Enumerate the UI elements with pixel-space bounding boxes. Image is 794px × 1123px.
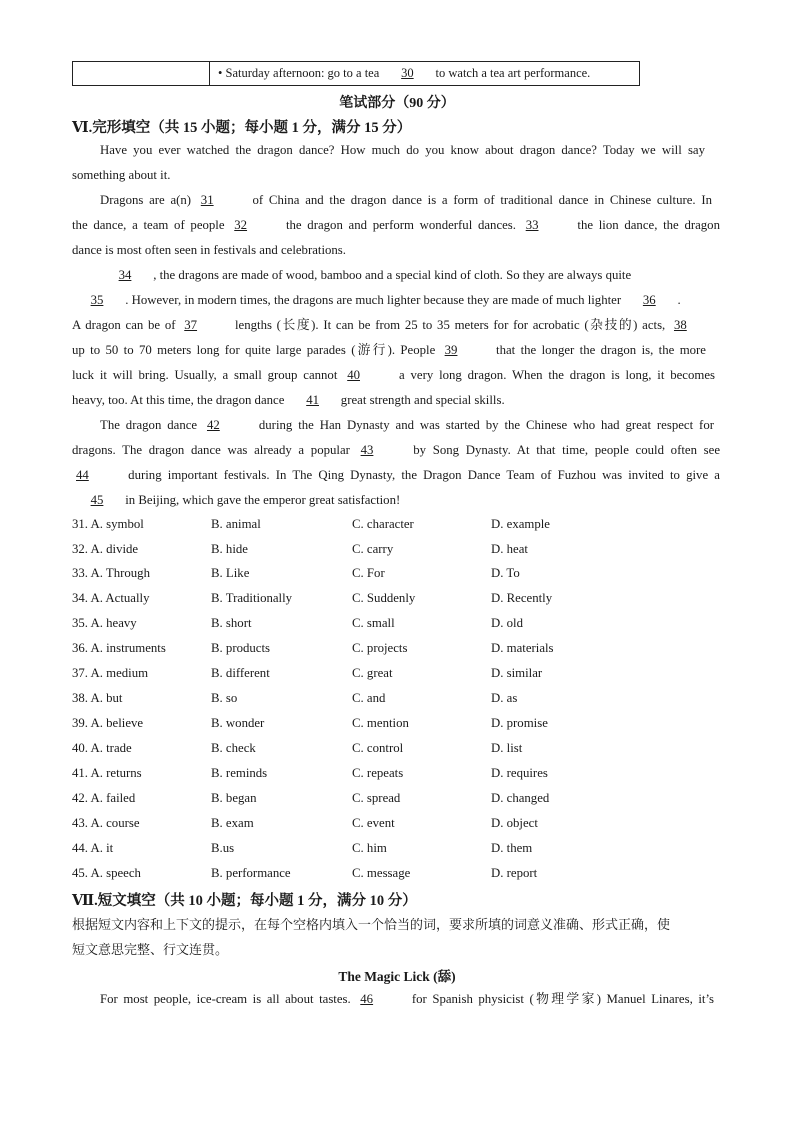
blank-32: 32 [234, 218, 248, 232]
schedule-table-row [72, 61, 640, 86]
option-row: 45. A. speech B. performance C. message D. report [72, 866, 538, 880]
section-7-title: Ⅶ.短文填空（共 10 小题；每小题 1 分，满分 10 分） [72, 893, 417, 909]
option-row: 36. A. instruments B. products C. projects D. materials [72, 641, 554, 655]
blank-31: 31 [200, 193, 214, 207]
p3-line-1: 34 , the dragons are made of wood, bamboo and a special kind of cloth. So they are always quite [100, 267, 752, 283]
blank-40: 40 [347, 368, 360, 382]
p4-line-1: The dragon dance 42 during the Han Dynasty and was started by the Chinese who had great respect for [100, 418, 714, 432]
option-row: 44. A. it B.us C. him D. them [72, 841, 533, 855]
blank-36: 36 [642, 293, 656, 307]
option-row: 42. A. failed B. began C. spread D. changed [72, 791, 550, 805]
option-row: 34. A. Actually B. Traditionally C. Suddenly D. Recently [72, 591, 553, 605]
option-row: 31. A. symbol B. animal C. character D. example [72, 517, 550, 531]
cell-text: • Saturday afternoon: go to a tea [218, 66, 383, 80]
blank-46: 46 [360, 992, 374, 1006]
p1-line-2: something about it. [72, 168, 171, 182]
option-row: 35. A. heavy B. short C. small D. old [72, 616, 523, 630]
p3-line-5: luck it will bring. Usually, a small group cannot 40 a very long dragon. When the dragon is long, it becomes [72, 368, 715, 382]
option-row: 37. A. medium B. different C. great D. similar [72, 666, 543, 680]
p2-line-2: the dance, a team of people 32 the dragon and perform wonderful dances. 33 the lion dance, the dragon [72, 218, 720, 232]
cell-text-end: to watch a tea art performance. [432, 66, 591, 80]
blank-33: 33 [525, 218, 539, 232]
section-7-instruction-1: 根据短文内容和上下文的提示，在每个空格内填入一个恰当的词，要求所填的词意义准确、形式正确，使 [72, 918, 671, 933]
p5-line-1: For most people, ice-cream is all about tastes. 46 for Spanish physicist (物理学家) Manuel Linares, it’s [100, 992, 714, 1006]
p1-line-1: Have you ever watched the dragon dance? How much do you know about dragon dance? Today we will say [100, 143, 705, 157]
p2-line-1: Dragons are a(n) 31 of China and the dragon dance is a form of traditional dance in Chinese culture. In [100, 193, 712, 207]
option-row: 38. A. but B. so C. and D. as [72, 691, 518, 705]
p4-line-3: 44 during important festivals. In The Qing Dynasty, the Dragon Dance Team of Fuzhou was invited to give a [72, 467, 720, 483]
blank-37: 37 [184, 318, 198, 332]
p4-line-4: 45 in Beijing, which gave the emperor great satisfaction! [72, 492, 724, 508]
schedule-cell [218, 66, 590, 81]
blank-41: 41 [306, 393, 319, 407]
p3-line-3: A dragon can be of 37 lengths (长度). It can be from 25 to 35 meters for for acrobatic (杂技的) acts, 38 [72, 317, 720, 333]
blank-39: 39 [444, 343, 458, 357]
option-row: 33. A. Through B. Like C. For D. To [72, 566, 520, 580]
blank-35: 35 [90, 293, 104, 307]
blank-43: 43 [360, 443, 374, 457]
option-row: 43. A. course B. exam C. event D. object [72, 816, 538, 830]
blank-34: 34 [118, 268, 132, 282]
option-row: 39. A. believe B. wonder C. mention D. promise [72, 716, 548, 730]
written-section-title: 笔试部分（90 分） [339, 96, 455, 111]
p3-line-6: heavy, too. At this time, the dragon dance 41 great strength and special skills. [72, 393, 505, 407]
section-6-title: Ⅵ.完形填空（共 15 小题；每小题 1 分，满分 15 分） [72, 120, 412, 136]
p3-line-2: 35 . However, in modern times, the dragons are much lighter because they are made of much lighter 36 . [72, 292, 724, 308]
section-7-instruction-2: 短文意思完整、行文连贯。 [72, 943, 229, 958]
blank-38: 38 [673, 318, 687, 332]
p2-line-3: dance is most often seen in festivals and celebrations. [72, 243, 346, 257]
blank-30: 30 [401, 66, 414, 80]
option-row: 40. A. trade B. check C. control D. list [72, 741, 523, 755]
blank-45: 45 [90, 493, 104, 507]
blank-44: 44 [76, 468, 89, 482]
blank-42: 42 [206, 418, 220, 432]
option-row: 32. A. divide B. hide C. carry D. heat [72, 542, 528, 556]
table-divider [209, 62, 210, 85]
passage-title: The Magic Lick (舔) [338, 969, 456, 984]
option-row: 41. A. returns B. reminds C. repeats D. requires [72, 766, 548, 780]
p4-line-2: dragons. The dragon dance was already a popular 43 by Song Dynasty. At that time, people could often see [72, 443, 721, 457]
p3-line-4: up to 50 to 70 meters long for quite large parades (游行). People 39 that the longer the dragon is, the more [72, 343, 706, 357]
